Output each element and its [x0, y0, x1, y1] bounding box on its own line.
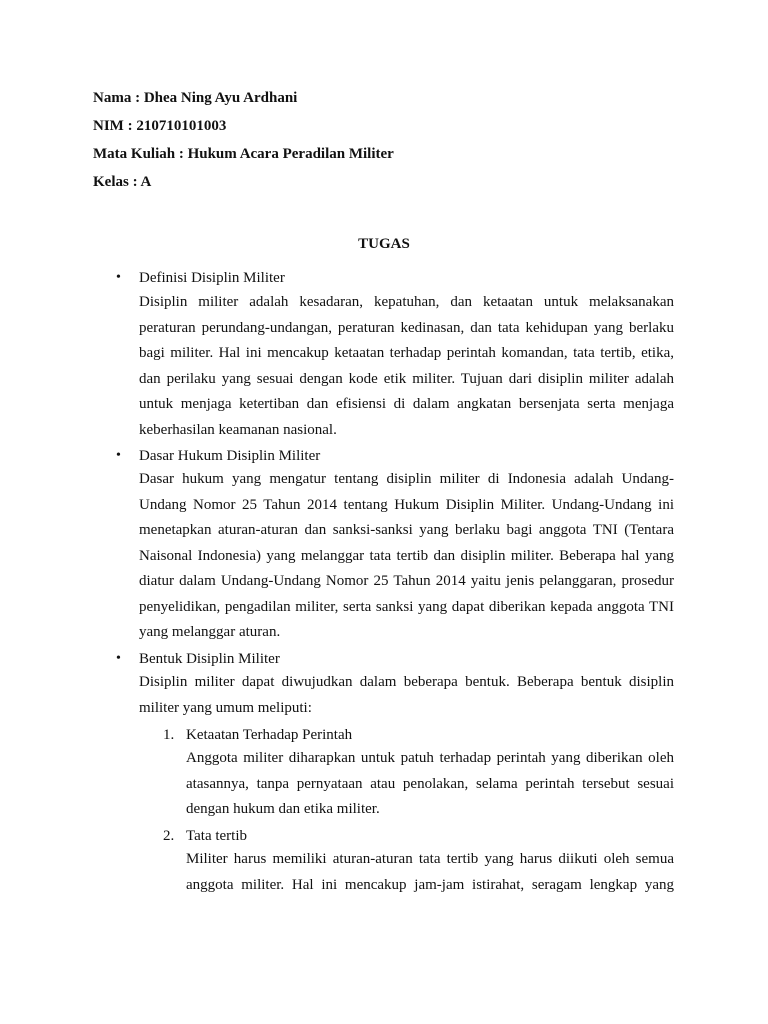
section-heading-bentuk: Bentuk Disiplin Militer — [139, 651, 280, 667]
section-paragraph-dasar-hukum: Dasar hukum yang mengatur tentang disiplin militer di Indonesia adalah Undang-Undang Nomor 25 Tahun 2014 tentang Hukum Disiplin Militer. Undang-Undang ini menetapkan aturan-aturan dan sanksi-sanksi yang berlaku bagi anggota TNI (Tentara Naisonal Indonesia) yang melanggar tata tertib dan disiplin militer. Beberapa hal yang diatur dalam Undang-Undang Nomor 25 Tahun 2014 yaitu jenis pelanggaran, prosedur penyelidikan, pengadilan militer, serta sanksi yang dapat diberikan kepada anggota TNI yang melanggar aturan. — [139, 471, 674, 640]
list-item-paragraph-tata-tertib: Militer harus memiliki aturan-aturan tata tertib yang harus diikuti oleh semua anggota militer. Hal ini mencakup jam-jam istirahat, seragam lengkap yang — [186, 851, 674, 893]
section-paragraph-bentuk: Disiplin militer dapat diwujudkan dalam beberapa bentuk. Beberapa bentuk disiplin militer yang umum meliputi: — [139, 674, 674, 716]
list-item-paragraph-ketaatan: Anggota militer diharapkan untuk patuh terhadap perintah yang diberikan oleh atasannya, tanpa pernyataan atau penolakan, selama perintah tersebut sesuai dengan hukum dan etika militer. — [186, 750, 674, 817]
class-label: Kelas : A — [93, 174, 152, 190]
list-item-heading-ketaatan: Ketaatan Terhadap Perintah — [186, 727, 353, 743]
student-nim: NIM : 210710101003 — [93, 118, 227, 134]
section-heading-definisi: Definisi Disiplin Militer — [139, 270, 285, 286]
course-name: Mata Kuliah : Hukum Acara Peradilan Militer — [93, 146, 394, 162]
section-paragraph-definisi: Disiplin militer adalah kesadaran, kepatuhan, dan ketaatan untuk melaksanakan peraturan perundang-undangan, peraturan kedinasan, dan tata kehidupan yang berlaku bagi militer. Hal ini mencakup ketaatan terhadap perintah komandan, tata tertib, etika, dan perilaku yang sesuai dengan kode etik militer. Tujuan dari disiplin militer adalah untuk menjaga ketertiban dan efisiensi di dalam angkatan bersenjata serta menjaga keberhasilan keamanan nasional. — [139, 294, 674, 438]
list-number: 2. — [163, 828, 175, 844]
list-item-heading-tata-tertib: Tata tertib — [186, 828, 248, 844]
bullet-icon: • — [116, 448, 121, 463]
document-title: TUGAS — [358, 236, 410, 252]
bullet-icon: • — [116, 270, 121, 285]
section-heading-dasar-hukum: Dasar Hukum Disiplin Militer — [139, 448, 321, 464]
bullet-icon: • — [116, 651, 121, 666]
student-name: Nama : Dhea Ning Ayu Ardhani — [93, 90, 298, 106]
list-number: 1. — [163, 727, 175, 743]
